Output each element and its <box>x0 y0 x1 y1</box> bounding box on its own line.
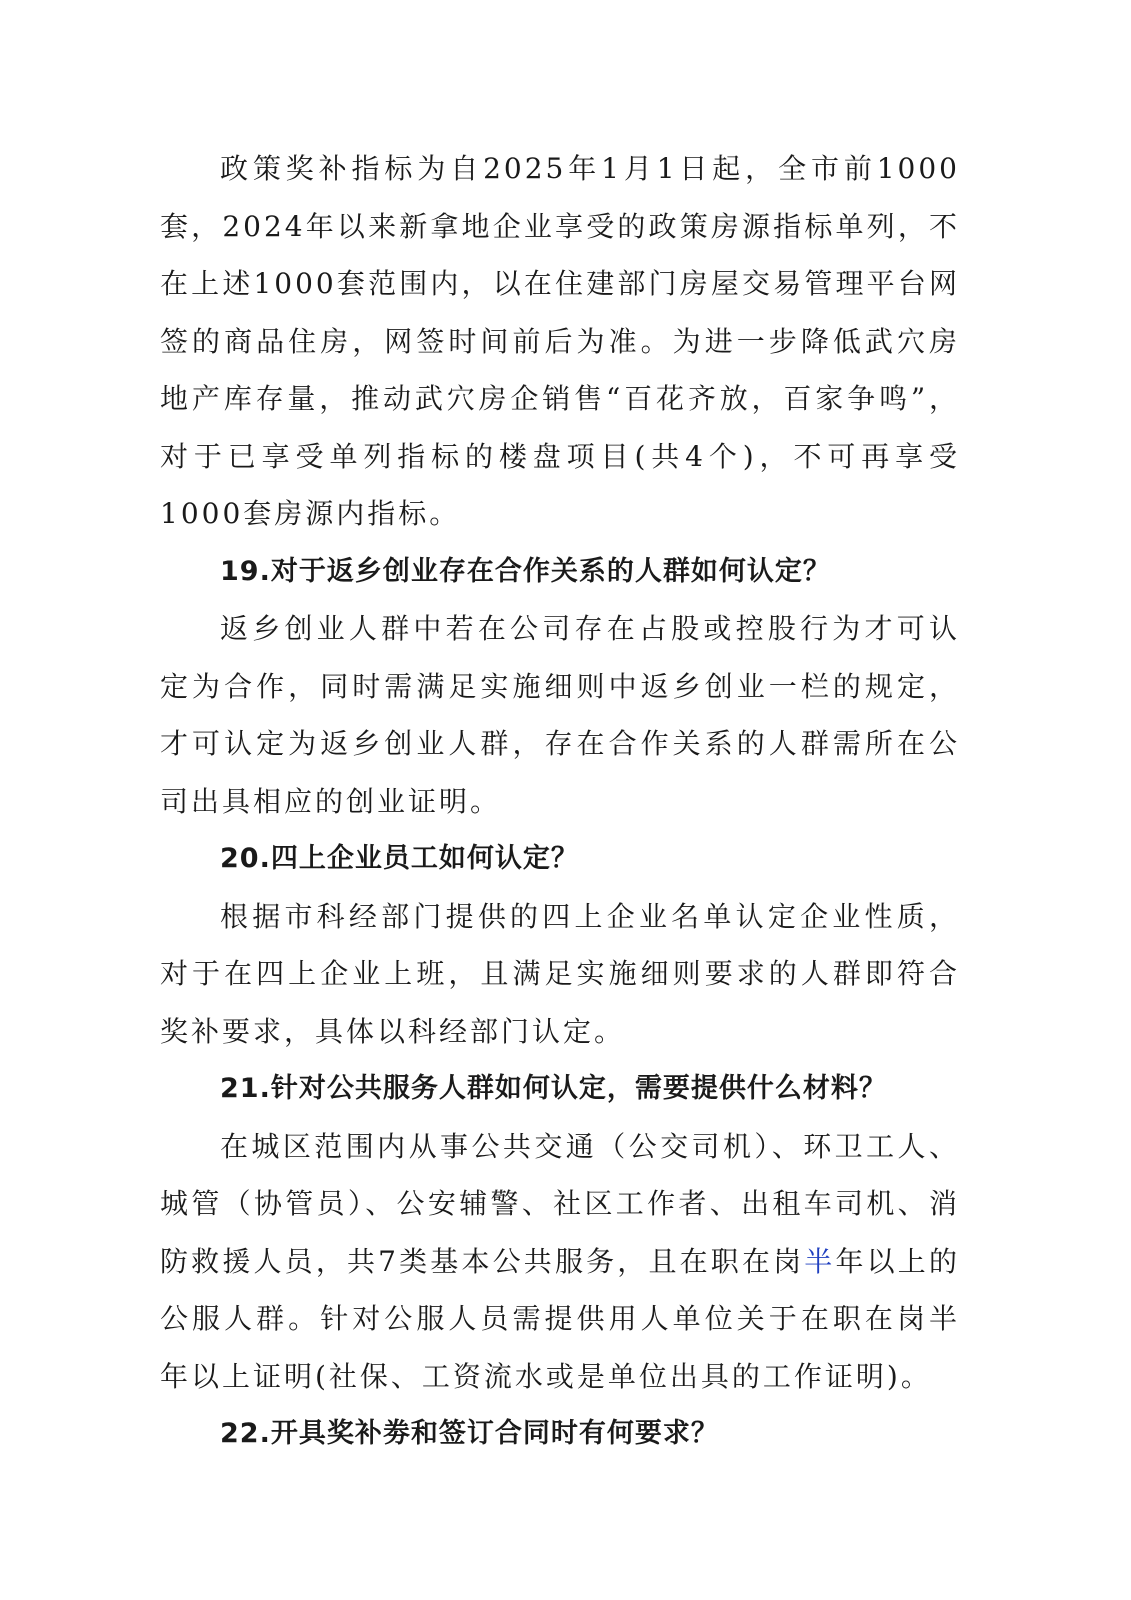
paragraph-q20-answer: 根据市科经部门提供的四上企业名单认定企业性质，对于在四上企业上班，且满足实施细则要求的人群即符合奖补要求，具体以科经部门认定。 <box>160 899 960 1048</box>
heading-q21: 21.针对公共服务人群如何认定，需要提供什么材料？ <box>220 1073 887 1104</box>
heading-q20: 20.四上企业员工如何认定？ <box>220 843 579 874</box>
document-page <box>160 140 960 1463</box>
heading-q22: 22.开具奖补劵和签订合同时有何要求？ <box>220 1418 719 1449</box>
paragraph-policy-quota: 政策奖补指标为自2025年1月1日起，全市前1000套，2024年以来新拿地企业享受的政策房源指标单列，不在上述1000套范围内，以在住建部门房屋交易管理平台网签的商品住房，网签时间前后为准。为进一步降低武穴房地产库存量，推动武穴房企销售“百花齐放，百家争鸣”，对于已享受单列指标的楼盘项目(共4个)，不可再享受1000套房源内指标。 <box>160 152 960 530</box>
heading-q19: 19.对于返乡创业存在合作关系的人群如何认定？ <box>220 555 831 587</box>
paragraph-q19-answer: 返乡创业人群中若在公司存在占股或控股行为才可认定为合作，同时需满足实施细则中返乡创业一栏的规定，才可认定为返乡创业人群，存在合作关系的人群需所在公司出具相应的创业证明。 <box>160 612 960 818</box>
q21-text-before: 在城区范围内从事公共交通（公交司机）、环卫工人、城管（协管员）、公安辅警、社区工作者、出租车司机、消防救援人员，共7类基本公共服务，且在职在岗 <box>160 1129 960 1278</box>
q21-highlight-text: 半 <box>804 1244 836 1278</box>
paragraph-q21-answer <box>160 1118 960 1406</box>
q21-text-after: 年以上的公服人群。针对公服人员需提供用人单位关于在职在岗半年以上证明(社保、工资流水或是单位出具的工作证明)。 <box>160 1244 960 1393</box>
